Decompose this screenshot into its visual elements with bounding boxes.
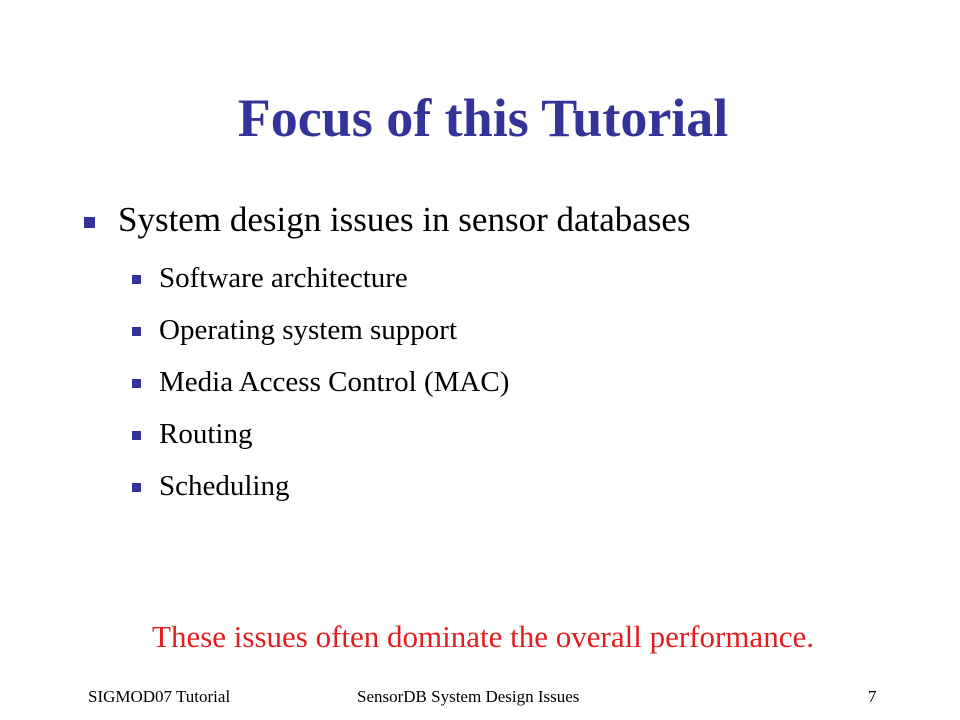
slide-title: Focus of this Tutorial <box>237 88 729 148</box>
square-bullet-icon <box>132 275 141 284</box>
square-bullet-icon <box>84 217 95 228</box>
square-bullet-icon <box>132 379 141 388</box>
main-bullet-text: System design issues in sensor databases <box>118 200 691 239</box>
sub-bullet-item <box>132 252 509 304</box>
sub-bullet-item <box>132 460 509 512</box>
square-bullet-icon <box>132 327 141 336</box>
square-bullet-icon <box>132 431 141 440</box>
sub-bullet-text: Scheduling <box>159 469 290 502</box>
sub-bullet-item <box>132 304 509 356</box>
page-number: 7 <box>868 687 877 706</box>
highlight-note: These issues often dominate the overall performance. <box>152 619 814 654</box>
sub-bullet-list <box>132 252 509 512</box>
sub-bullet-text: Routing <box>159 417 253 450</box>
footer-center-text: SensorDB System Design Issues <box>357 687 580 706</box>
sub-bullet-text: Media Access Control (MAC) <box>159 365 510 398</box>
sub-bullet-text: Software architecture <box>159 261 408 294</box>
square-bullet-icon <box>132 483 141 492</box>
sub-bullet-item <box>132 356 509 408</box>
sub-bullet-item <box>132 408 509 460</box>
sub-bullet-text: Operating system support <box>159 313 458 346</box>
main-bullet <box>84 197 691 243</box>
footer-left-text: SIGMOD07 Tutorial <box>88 687 231 706</box>
